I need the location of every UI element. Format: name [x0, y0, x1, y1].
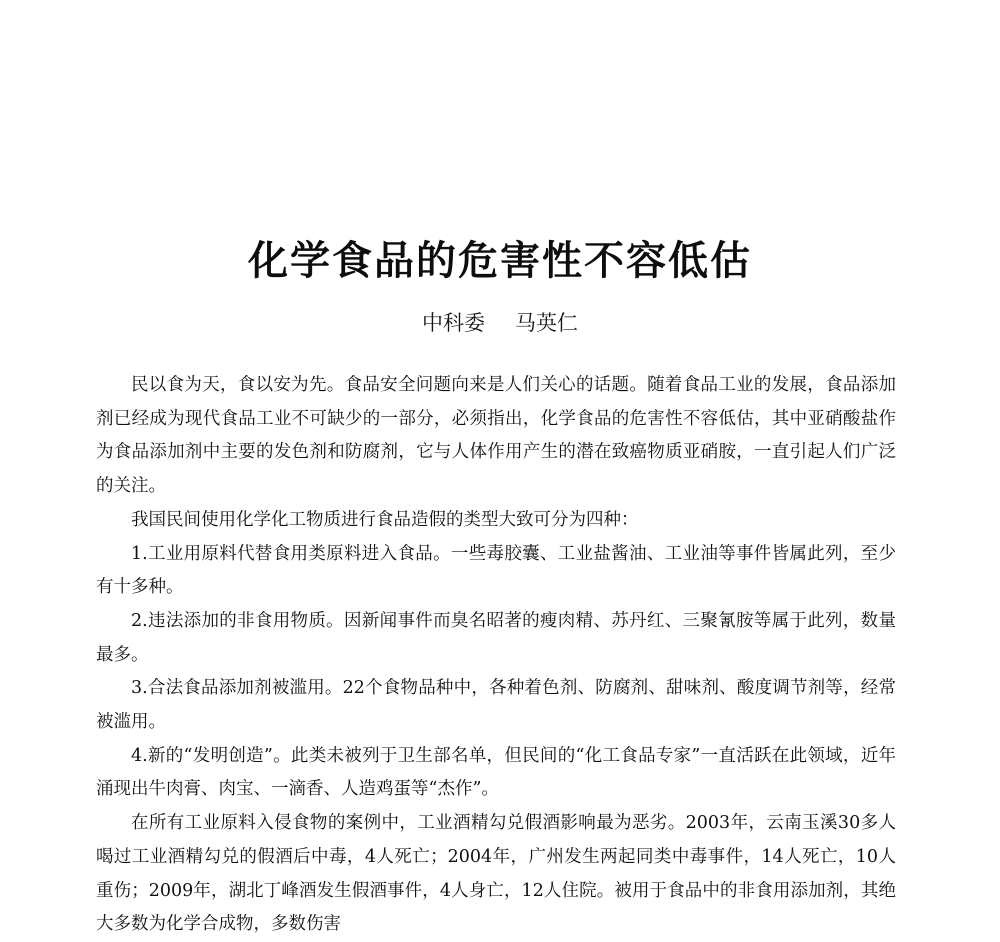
list-item: 4.新的“发明创造”。此类未被列于卫生部名单，但民间的“化工食品专家”一直活跃在此领域，近年涌现出牛肉膏、肉宝、一滴香、人造鸡蛋等“杰作”。: [96, 745, 896, 800]
list-item: 2.违法添加的非食用物质。因新闻事件而臭名昭著的瘦肉精、苏丹红、三聚氰胺等属于此列，数量最多。: [96, 610, 896, 665]
list-item: 3.合法食品添加剂被滥用。22个食物品种中，各种着色剂、防腐剂、甜味剂、酸度调节剂等，经常被滥用。: [96, 678, 896, 733]
author-name: 马英仁: [515, 311, 578, 335]
list-item: 1.工业用原料代替食用类原料进入食品。一些毒胶囊、工业盐酱油、工业油等事件皆属此列，至少有十多种。: [96, 543, 896, 598]
paragraph: 民以食为天，食以安为先。食品安全问题向来是人们关心的话题。随着食品工业的发展，食品添加剂已经成为现代食品工业不可缺少的一部分，必须指出，化学食品的危害性不容低估，其中亚硝酸盐作为食品添加剂中主要的发色剂和防腐剂，它与人体作用产生的潜在致癌物质亚硝胺，一直引起人们广泛的关注。: [96, 375, 896, 497]
author-byline: [0, 309, 1000, 337]
author-organization: 中科委: [422, 311, 485, 335]
article-body: [96, 369, 896, 942]
paragraph: 在所有工业原料入侵食物的案例中，工业酒精勾兑假酒影响最为恶劣。2003年，云南玉溪30多人喝过工业酒精勾兑的假酒后中毒，4人死亡；2004年，广州发生两起同类中毒事件，14人死亡，10人重伤；2009年，湖北丁峰酒发生假酒事件，4人身亡，12人住院。被用于食品中的非食用添加剂，其绝大多数为化学合成物，多数伤害: [96, 813, 896, 935]
article-title: 化学食品的危害性不容低估: [248, 238, 752, 284]
paragraph: 我国民间使用化学化工物质进行食品造假的类型大致可分为四种：: [131, 509, 639, 530]
